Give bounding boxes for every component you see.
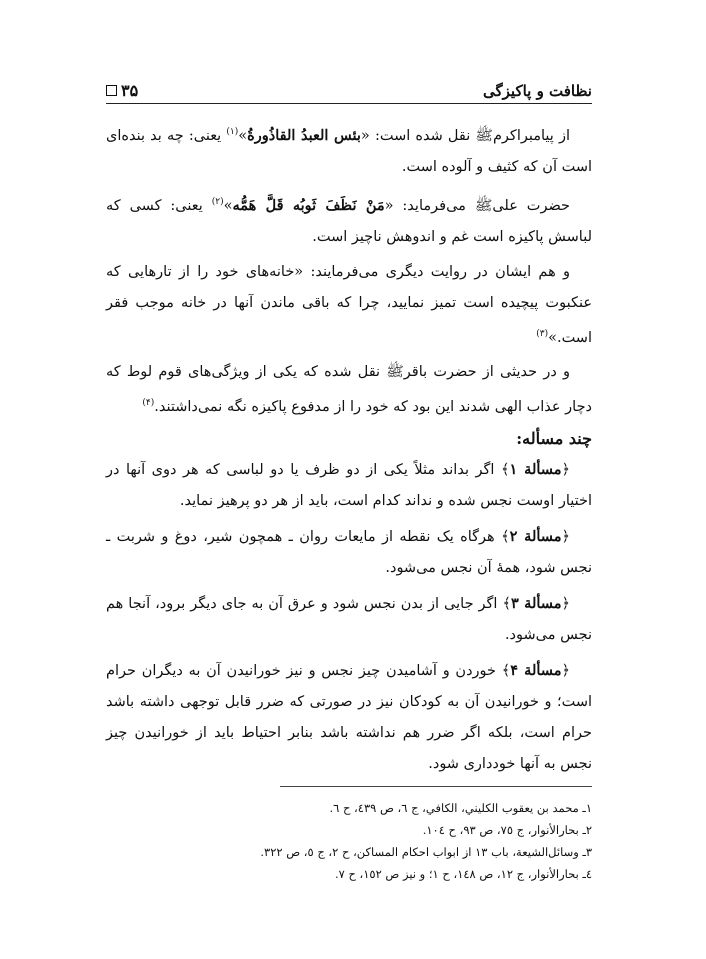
masaleh-item: ﴿مسألة ۳﴾ اگر جایی از بدن نجس شود و عرق آن به جای دیگر برود، آنجا هم نجس می‌شود. — [106, 595, 592, 644]
paragraph-text: و هم ایشان در روایت دیگری می‌فرمایند: «خانه‌های خود را از تارهایی که عنکبوت پیچیده است تمیز نمایید، چرا که باقی ماندن آنها در خانه موجب فقر است.» — [106, 263, 592, 346]
paragraph-text: یعنی: کسی که لباسش پاکیزه است غم و اندوهش ناچیز است. — [106, 197, 592, 245]
paragraph — [106, 117, 592, 183]
page-number-block — [106, 81, 138, 100]
paragraph-text: و در حدیثی از حضرت باقرﷺ نقل شده که یکی از ویژگی‌های قوم لوط که دچار عذاب الهی شدند این بود که خود را از مدفوع پاکیزه نگه نمی‌داشتند. — [106, 364, 592, 416]
footnote: ٣ـ وسائل‌الشيعة، باب ١٣ از ابواب احكام المساكن، ح ٢، ج ٥، ص ٣٢٢. — [260, 845, 592, 859]
hadith-quote: مَنْ نَظَفَ ثَوبُه قَلَّ هَمُّه — [232, 196, 385, 214]
masaleh-item: ﴿مسألة ۱﴾ اگر بداند مثلاً یکی از دو ظرف یا دو لباسی که هر دوی آنها در اختیار اوست نجس شده و نداند کدام است، باید از هر دو پرهیز نماید. — [106, 461, 592, 510]
paragraph — [106, 187, 592, 253]
masaleh-text: اگر جایی از بدن نجس شود و عرق آن به جای دیگر برود، آنجا هم نجس می‌شود. — [106, 596, 592, 644]
page-header — [106, 70, 592, 104]
footnote-ref: (۳) — [536, 328, 549, 339]
masaleh-label: مسألة ۲ — [509, 528, 562, 546]
footnote: ١ـ محمد بن يعقوب الكليني، الكافي، ج ٦، ص ٤٣٩، ح ٦. — [329, 801, 592, 815]
footnote: ٤ـ بحارالأنوار، ج ١٢، ص ١٤٨، ح ١؛ و نيز ص ١٥٢، ح ٧. — [334, 867, 592, 881]
footnotes — [260, 786, 592, 885]
hadith-quote: بئس العبدُ القاذُورةُ — [247, 126, 361, 144]
masaleh-item: ﴿مسألة ۴﴾ خوردن و آشامیدن چیز نجس و نیز خورانیدن آن به دیگران حرام است؛ و خورانیدن آن به کودکان نیز در صورتی که ضرر قابل توجهی داشته باشد حرام است، بلکه اگر ضرر هم نداشته باشد بنابر احتیاط باید از خورانیدن چیز نجس به آنها خودداری شود. — [106, 662, 592, 773]
masaleh-item: ﴿مسألة ۲﴾ هرگاه یک نقطه از مایعات روان ـ همچون شیر، دوغ و شربت ـ نجس شود، همهٔ آن نجس می‌شود. — [106, 528, 592, 577]
masaleh-label: مسألة ۳ — [510, 595, 562, 613]
footnote-ref: (۲) — [211, 196, 224, 207]
running-title: نظافت و پاکیزگی — [483, 82, 592, 100]
quote-close: » — [238, 127, 248, 144]
page-number: ۳۵ — [121, 81, 139, 100]
masaleh-label: مسألة ۴ — [510, 662, 562, 680]
paragraph-text: حضرت علی‌ﷺ می‌فرماید: « — [384, 197, 570, 214]
section-heading: چند مسأله: — [516, 429, 592, 449]
quote-close: » — [223, 197, 233, 214]
footnote-ref: (۴) — [142, 398, 155, 409]
paragraph — [106, 257, 592, 354]
masaleh-label: مسألة ۱ — [509, 461, 562, 479]
paragraph — [106, 357, 592, 423]
footnote-ref: (۱) — [226, 127, 239, 137]
footnote: ٢ـ بحارالأنوار، ج ٧٥، ص ٩٣، ح ١٠٤. — [422, 823, 592, 837]
paragraph-text: از پیامبراکرمﷺ نقل شده است: « — [360, 127, 571, 144]
masaleh-text: خوردن و آشامیدن چیز نجس و نیز خورانیدن آن به دیگران حرام است؛ و خورانیدن آن به کودکان نیز در صورتی که ضرر قابل توجهی داشته باشد حرام است، بلکه اگر ضرر هم نداشته باشد بنابر احتیاط باید از خورانیدن چیز نجس به آنها خودداری شود. — [106, 663, 592, 773]
body-text — [106, 117, 592, 780]
masaleh-text: اگر بداند مثلاً یکی از دو ظرف یا دو لباسی که هر دوی آنها در اختیار اوست نجس شده و نداند کدام است، باید از هر دو پرهیز نماید. — [106, 462, 592, 510]
paragraph-text: یعنی: چه بد بنده‌ای است آن که کثیف و آلوده است. — [106, 127, 592, 175]
masaleh-text: هرگاه یک نقطه از مایعات روان ـ همچون شیر، دوغ و شربت ـ نجس شود، همهٔ آن نجس می‌شود. — [106, 529, 592, 577]
square-icon — [106, 85, 117, 96]
